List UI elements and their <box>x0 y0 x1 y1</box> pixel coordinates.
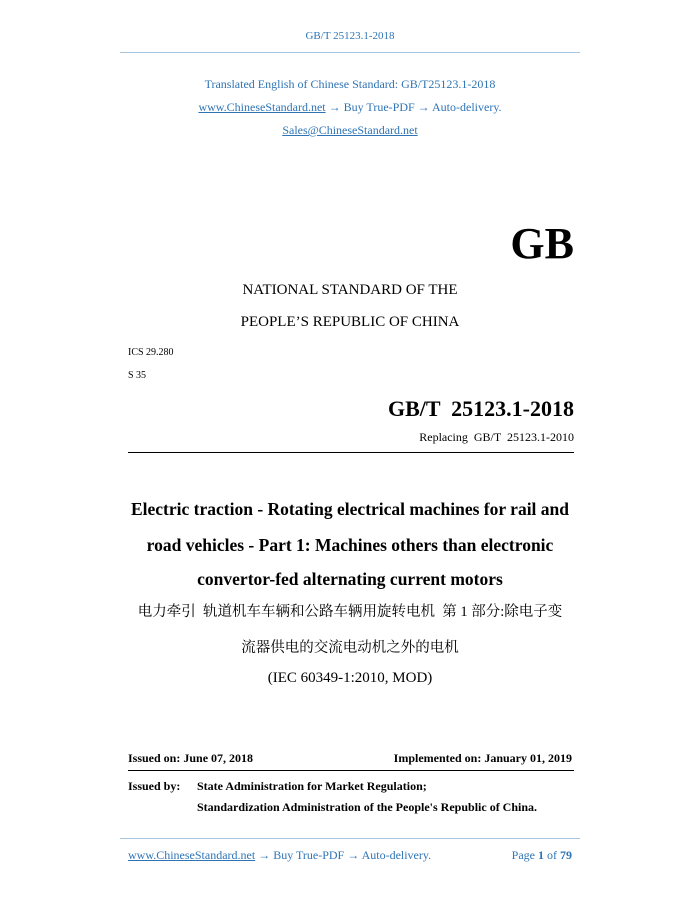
title-cn-line2: 流器供电的交流电动机之外的电机 <box>241 640 459 656</box>
issued-by-label: Issued by: <box>128 779 181 793</box>
purchase-text: → Buy True-PDF → Auto-delivery. <box>325 100 502 114</box>
translation-notice: Translated English of Chinese Standard: GB/T25123.1-2018 <box>204 77 496 91</box>
ics-code: ICS 29.280 <box>128 347 174 358</box>
footer-purchase-text: → Buy True-PDF → Auto-delivery. <box>255 848 432 862</box>
title-rule <box>128 452 574 453</box>
running-header: GB/T 25123.1-2018 <box>305 30 395 42</box>
national-standard-line1: NATIONAL STANDARD OF THE <box>242 282 458 298</box>
issued-by-line2: Standardization Administration of the People's Republic of China. <box>197 800 538 814</box>
purchase-line <box>0 100 700 115</box>
footer-purchase-line <box>128 848 431 863</box>
title-en-line1: Electric traction - Rotating electrical machines for rail and <box>130 499 570 519</box>
header-rule <box>120 52 580 53</box>
page-indicator <box>512 848 572 863</box>
page-number: 1 <box>538 848 544 862</box>
standard-number: GB/T 25123.1-2018 <box>387 396 574 421</box>
email-line <box>0 123 700 138</box>
footer-rule <box>120 838 580 839</box>
national-standard-line2: PEOPLE’S REPUBLIC OF CHINA <box>240 314 460 330</box>
title-cn-line1: 电力牵引 轨道机车车辆和公路车辆用旋转电机 第 1 部分:除电子变 <box>137 604 563 620</box>
page-total: 79 <box>560 848 572 862</box>
replacing-note: Replacing GB/T 25123.1-2010 <box>419 430 574 444</box>
issue-rule <box>128 770 574 771</box>
gb-logo: GB <box>510 219 574 268</box>
page-label: Page <box>511 848 538 862</box>
site-link[interactable]: www.ChineseStandard.net <box>198 100 326 114</box>
title-en-line3: convertor-fed alternating current motors <box>197 569 503 589</box>
implemented-on: Implemented on: January 01, 2019 <box>393 751 572 765</box>
title-en-line2: road vehicles - Part 1: Machines others than electronic <box>146 535 554 555</box>
footer-site-link[interactable]: www.ChineseStandard.net <box>128 848 256 862</box>
iec-reference: (IEC 60349-1:2010, MOD) <box>267 670 433 686</box>
of-label: of <box>544 848 560 862</box>
issued-by-line1: State Administration for Market Regulation; <box>197 779 427 793</box>
ccs-code: S 35 <box>128 370 147 381</box>
sales-email-link[interactable]: Sales@ChineseStandard.net <box>282 123 418 137</box>
issued-on: Issued on: June 07, 2018 <box>128 751 254 765</box>
